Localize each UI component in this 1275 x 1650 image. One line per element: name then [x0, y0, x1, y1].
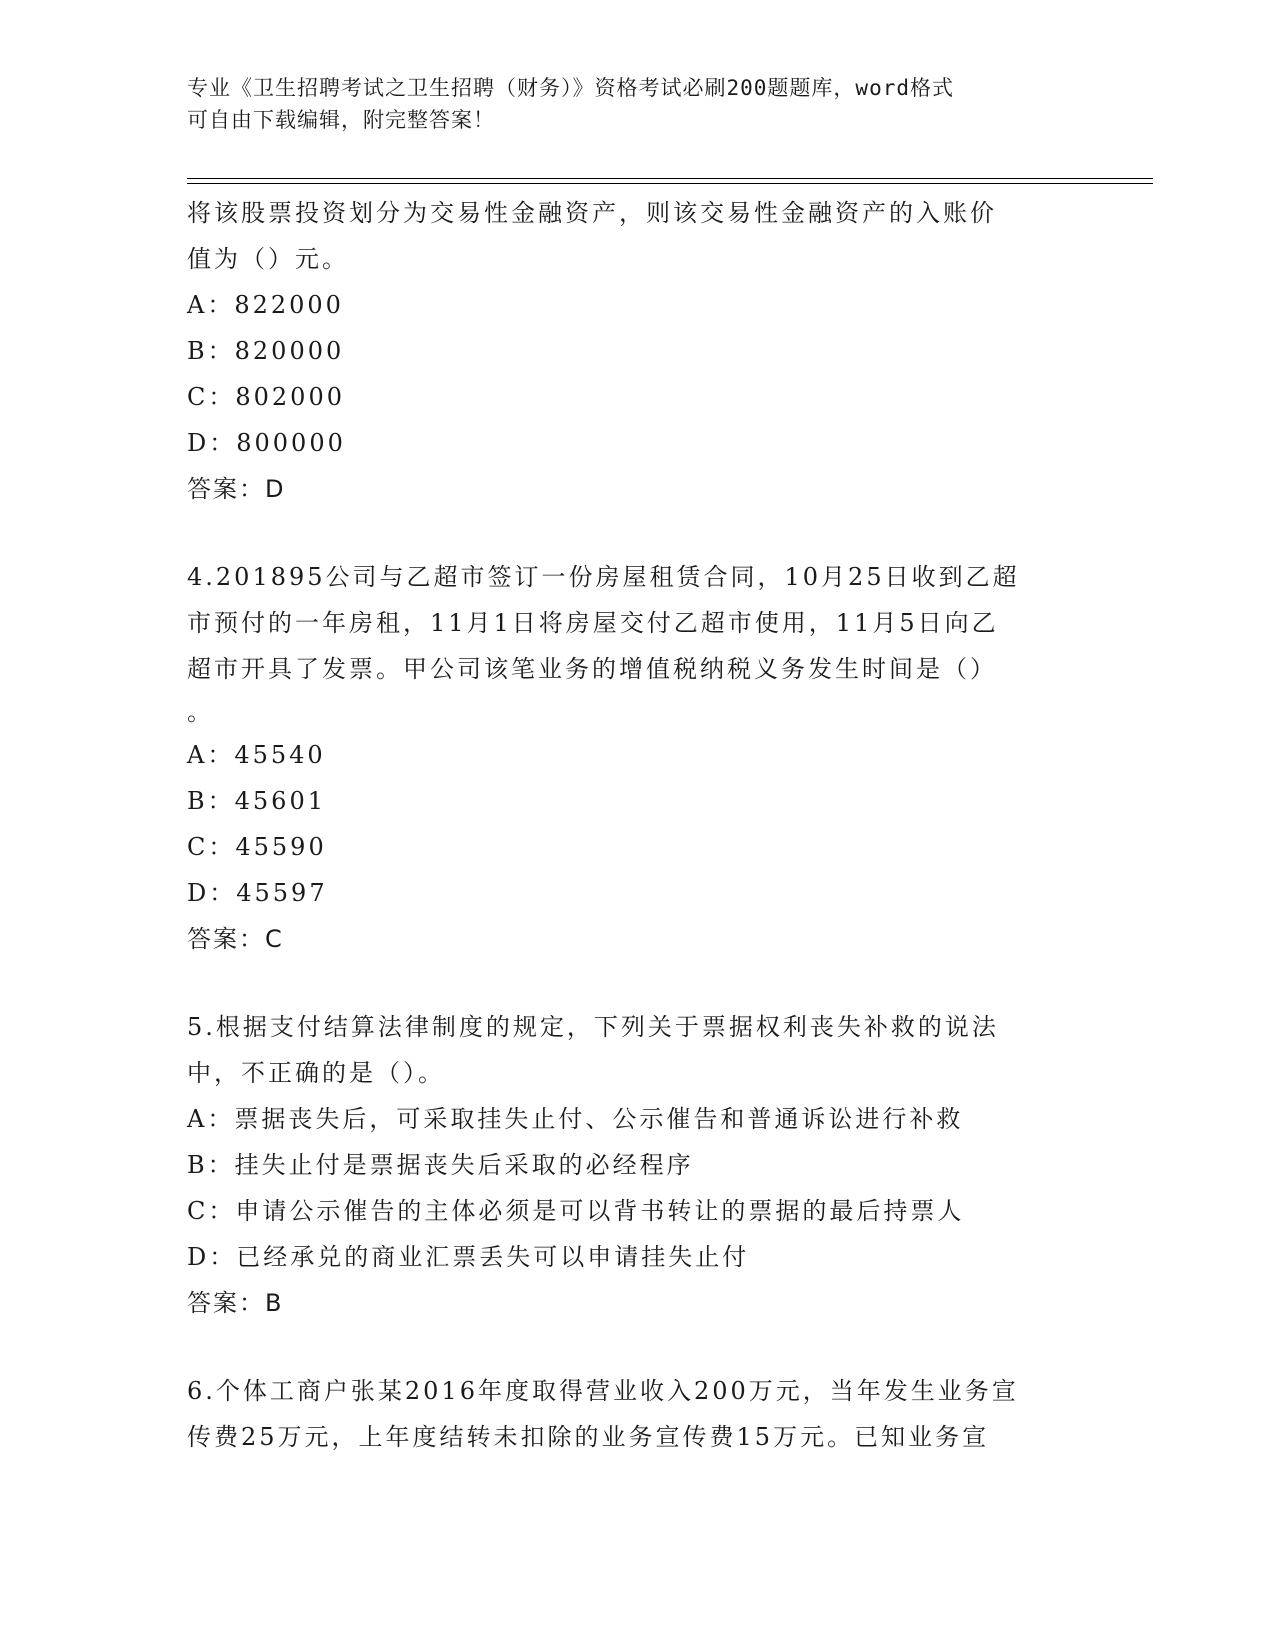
- question-3: [187, 190, 1107, 512]
- document-header: [187, 72, 1067, 136]
- option-b: B：820000: [187, 337, 345, 365]
- question-stem-line: 值为（）元。: [187, 245, 349, 273]
- option-a: A：票据丧失后，可采取挂失止付、公示催告和普通诉讼进行补救: [187, 1105, 964, 1133]
- question-6: [187, 1368, 1107, 1460]
- question-stem-line: 。: [187, 698, 214, 726]
- header-rule-thin: [187, 183, 1153, 184]
- question-5: [187, 1004, 1107, 1326]
- answer-line: 答案：D: [187, 475, 286, 503]
- option-b: B：挂失止付是票据丧失后采取的必经程序: [187, 1151, 694, 1179]
- answer-line: 答案：B: [187, 1289, 284, 1317]
- question-stem-line: 中，不正确的是（）。: [187, 1059, 445, 1087]
- question-stem-line: 5.根据支付结算法律制度的规定，下列关于票据权利丧失补救的说法: [187, 1013, 999, 1041]
- question-stem-line: 超市开具了发票。甲公司该笔业务的增值税纳税义务发生时间是（）: [187, 655, 997, 683]
- header-line-2: 可自由下载编辑，附完整答案！: [187, 108, 495, 132]
- option-d: D：45597: [187, 879, 328, 907]
- question-stem-line: 4.201895公司与乙超市签订一份房屋租赁合同，10月25日收到乙超: [187, 563, 1020, 591]
- option-b: B：45601: [187, 787, 326, 815]
- header-line-1: 专业《卫生招聘考试之卫生招聘（财务）》资格考试必刷200题题库，word格式: [187, 76, 954, 100]
- header-rule-thick: [187, 178, 1153, 179]
- question-stem-line: 6.个体工商户张某2016年度取得营业收入200万元，当年发生业务宣: [187, 1377, 1019, 1405]
- question-4: [187, 554, 1107, 962]
- option-a: A：45540: [187, 741, 326, 769]
- option-d: D：已经承兑的商业汇票丢失可以申请挂失止付: [187, 1243, 750, 1271]
- option-d: D：800000: [187, 429, 346, 457]
- question-stem-line: 市预付的一年房租，11月1日将房屋交付乙超市使用，11月5日向乙: [187, 609, 999, 637]
- question-stem-line: 传费25万元，上年度结转未扣除的业务宣传费15万元。已知业务宣: [187, 1423, 990, 1451]
- answer-line: 答案：C: [187, 925, 284, 953]
- option-c: C：申请公示催告的主体必须是可以背书转让的票据的最后持票人: [187, 1197, 965, 1225]
- question-list: [187, 190, 1107, 1460]
- option-c: C：45590: [187, 833, 327, 861]
- question-stem-line: 将该股票投资划分为交易性金融资产，则该交易性金融资产的入账价: [187, 199, 997, 227]
- option-a: A：822000: [187, 291, 344, 319]
- option-c: C：802000: [187, 383, 345, 411]
